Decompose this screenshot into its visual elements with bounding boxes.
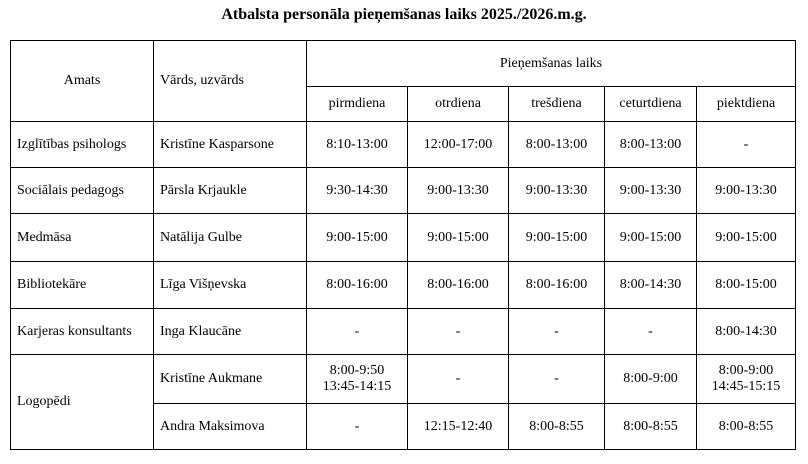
time-cell: 9:00-15:00 xyxy=(605,214,697,262)
name-cell: Pārsla Krjaukle xyxy=(154,168,307,214)
name-cell: Andra Maksimova xyxy=(154,404,307,450)
role-cell: Izglītības psihologs xyxy=(11,122,154,168)
name-cell: Līga Višņevska xyxy=(154,262,307,309)
header-reception: Pieņemšanas laiks xyxy=(307,41,796,87)
time-cell: 8:00-16:00 xyxy=(509,262,605,309)
name-cell: Natālija Gulbe xyxy=(154,214,307,262)
time-cell: 9:00-13:30 xyxy=(408,168,509,214)
table-row xyxy=(11,214,796,262)
time-cell: - xyxy=(307,404,408,450)
time-cell: 9:00-13:30 xyxy=(605,168,697,214)
role-cell: Medmāsa xyxy=(11,214,154,262)
header-day-friday: piektdiena xyxy=(697,87,796,122)
name-cell: Kristīne Aukmane xyxy=(154,355,307,404)
time-cell: 8:00-14:30 xyxy=(697,309,796,355)
time-cell: - xyxy=(408,355,509,404)
time-cell: 9:30-14:30 xyxy=(307,168,408,214)
time-cell: 9:00-15:00 xyxy=(697,214,796,262)
header-role: Amats xyxy=(11,41,154,122)
time-cell: 8:00-14:30 xyxy=(605,262,697,309)
header-day-wednesday: trešdiena xyxy=(509,87,605,122)
time-cell: - xyxy=(697,122,796,168)
header-day-monday: pirmdiena xyxy=(307,87,408,122)
time-cell: 12:00-17:00 xyxy=(408,122,509,168)
role-cell: Sociālais pedagogs xyxy=(11,168,154,214)
time-cell: 8:00-9:00 xyxy=(605,355,697,404)
time-cell: 8:00-15:00 xyxy=(697,262,796,309)
time-cell: 8:00-8:55 xyxy=(605,404,697,450)
time-cell: - xyxy=(605,309,697,355)
table-row xyxy=(11,122,796,168)
header-day-thursday: ceturtdiena xyxy=(605,87,697,122)
role-cell: Bibliotekāre xyxy=(11,262,154,309)
table-row xyxy=(11,309,796,355)
name-cell: Kristīne Kasparsone xyxy=(154,122,307,168)
time-cell: - xyxy=(509,355,605,404)
schedule-table xyxy=(10,40,796,450)
table-row xyxy=(11,262,796,309)
time-cell: 8:00-16:00 xyxy=(307,262,408,309)
time-cell: 9:00-15:00 xyxy=(408,214,509,262)
header-row-top xyxy=(11,41,796,87)
time-cell: 8:00-9:50 13:45-14:15 xyxy=(307,355,408,404)
time-cell: 12:15-12:40 xyxy=(408,404,509,450)
time-cell: 8:10-13:00 xyxy=(307,122,408,168)
table-row xyxy=(11,355,796,404)
page-title: Atbalsta personāla pieņemšanas laiks 2025./2026.m.g. xyxy=(221,6,587,23)
time-cell: 8:00-16:00 xyxy=(408,262,509,309)
time-cell: 8:00-8:55 xyxy=(697,404,796,450)
role-cell: Karjeras konsultants xyxy=(11,309,154,355)
time-cell: 8:00-13:00 xyxy=(605,122,697,168)
header-name: Vārds, uzvārds xyxy=(154,41,307,122)
time-cell: 9:00-13:30 xyxy=(509,168,605,214)
time-cell: 9:00-15:00 xyxy=(509,214,605,262)
time-cell: 8:00-8:55 xyxy=(509,404,605,450)
header-day-tuesday: otrdiena xyxy=(408,87,509,122)
table-row xyxy=(11,168,796,214)
time-cell: 9:00-15:00 xyxy=(307,214,408,262)
time-cell: 9:00-13:30 xyxy=(697,168,796,214)
time-cell: 8:00-9:00 14:45-15:15 xyxy=(697,355,796,404)
role-cell: Logopēdi xyxy=(11,355,154,450)
time-cell: - xyxy=(408,309,509,355)
name-cell: Inga Klaucāne xyxy=(154,309,307,355)
time-cell: - xyxy=(307,309,408,355)
time-cell: 8:00-13:00 xyxy=(509,122,605,168)
time-cell: - xyxy=(509,309,605,355)
